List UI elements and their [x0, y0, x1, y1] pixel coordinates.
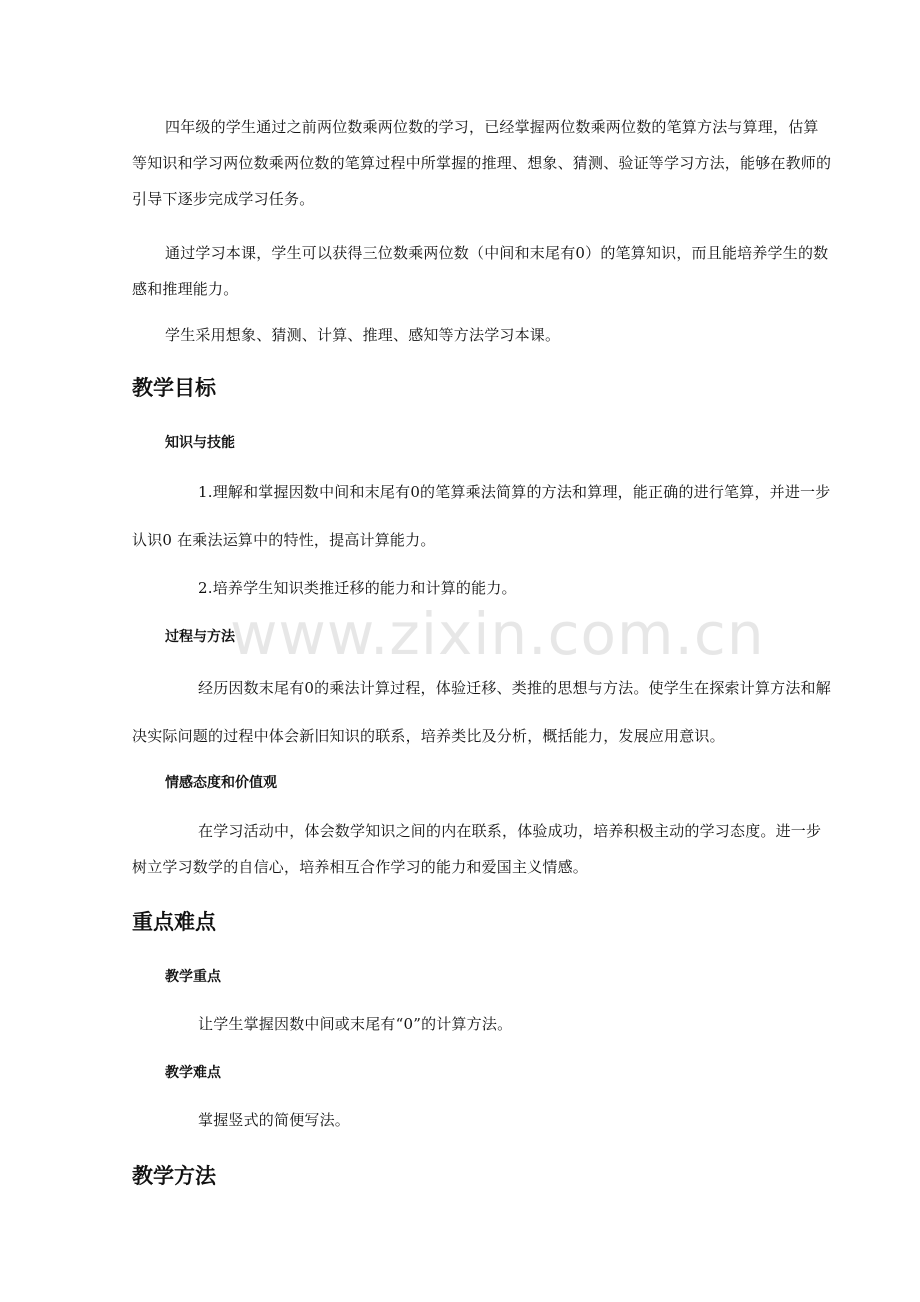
subsection-title-knowledge: 知识与技能	[165, 435, 235, 451]
section-title-keypoints: 重点难点	[132, 910, 216, 934]
intro-paragraph-3: 学生采用想象、猜测、计算、推理、感知等方法学习本课。	[165, 326, 561, 344]
watermark-text: www.zixin.com.cn	[230, 600, 765, 668]
knowledge-item-1: 1.理解和掌握因数中间和末尾有0的笔算乘法简算的方法和算理，能正确的进行笔算，并进一步认识0 在乘法运算中的特性，提高计算能力。	[132, 483, 831, 549]
intro-paragraph-2: 通过学习本课，学生可以获得三位数乘两位数（中间和末尾有0）的笔算知识，而且能培养学生的数感和推理能力。	[132, 244, 829, 298]
knowledge-item-2: 2.培养学生知识类推迁移的能力和计算的能力。	[198, 579, 517, 597]
subsection-title-focus: 教学重点	[165, 969, 221, 985]
attitude-text: 在学习活动中，体会数学知识之间的内在联系，体验成功，培养积极主动的学习态度。进一步树立学习数学的自信心，培养相互合作学习的能力和爱国主义情感。	[132, 822, 822, 876]
subsection-title-attitude: 情感态度和价值观	[165, 775, 277, 791]
subsection-title-difficulty: 教学难点	[165, 1065, 221, 1081]
section-title-goals: 教学目标	[132, 376, 216, 400]
subsection-title-process: 过程与方法	[165, 629, 235, 645]
intro-paragraph-1: 四年级的学生通过之前两位数乘两位数的学习，已经掌握两位数乘两位数的笔算方法与算理，估算等知识和学习两位数乘两位数的笔算过程中所掌握的推理、想象、猜测、验证等学习方法，能够在教师的引导下逐步完成学习任务。	[132, 118, 832, 208]
focus-text: 让学生掌握因数中间或末尾有“0”的计算方法。	[198, 1015, 513, 1033]
difficulty-text: 掌握竖式的简便写法。	[198, 1111, 351, 1129]
section-title-methods: 教学方法	[132, 1164, 216, 1188]
process-text: 经历因数末尾有0的乘法计算过程，体验迁移、类推的思想与方法。使学生在探索计算方法和解决实际问题的过程中体会新旧知识的联系，培养类比及分析，概括能力，发展应用意识。	[132, 679, 831, 745]
